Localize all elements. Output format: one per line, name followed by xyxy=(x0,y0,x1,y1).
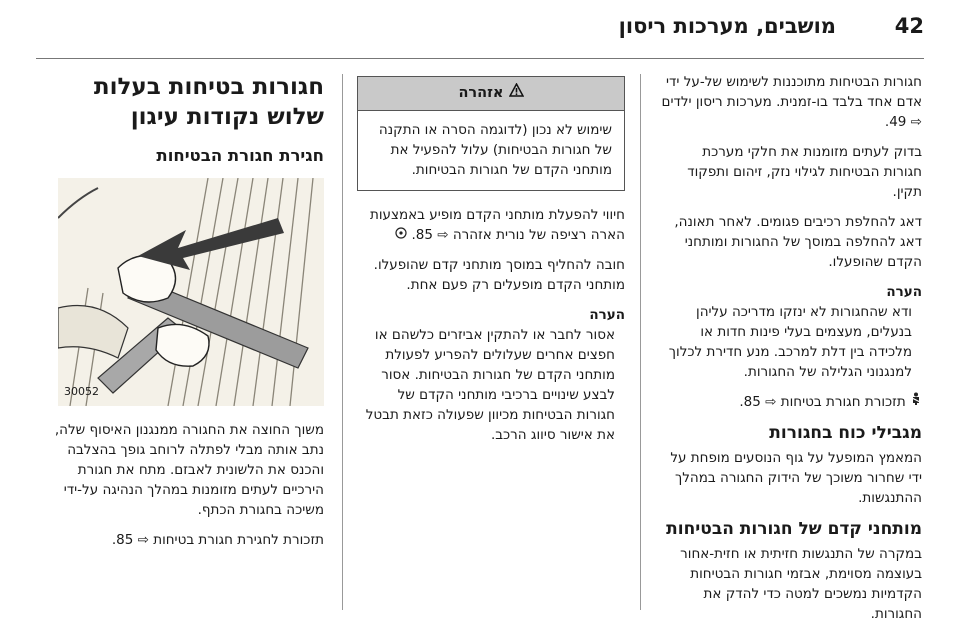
seatbelt-warning-lamp-icon xyxy=(395,227,407,243)
pretensioners-paragraph: במקרה של התנגשות חזיתית או חזית-אחור בעוצמה מסוימת, אבזמי חגורות הבטיחות הקדמיות נמשכים למטה כדי להדק את החגורות. xyxy=(680,546,922,622)
header-divider xyxy=(36,58,924,59)
inspection-paragraph: בדוק לעתים מזומנות את חלקי מערכת חגורות הבטיחות לגילוי נזק, זיהום ותפקוד תקין. xyxy=(687,144,922,200)
pretensioners-heading: מותחני קדם של חגורות הבטיחות xyxy=(666,519,922,539)
warning-triangle-icon xyxy=(503,85,523,101)
note-body: אסור לחבר או להתקין אביזרים כלשהם או חפצים אחרים שעלולים להפריע לפעולת מותחני הקדם של חגורות הבטיחות. אסור לבצע שינויים ברכיבי מותחני הקדם של חגורות הבטיחות מכיוון שפעולה כזאת תבטל את אישור סיווג הרכב. xyxy=(365,327,615,443)
fastening-heading: חגירת חגורת הבטיחות xyxy=(156,146,324,165)
reminder-reference: תזכורת לחגירת חגורת בטיחות ⇨ 85. xyxy=(111,532,324,548)
force-limiters-heading: מגבילי כוח בחגורות xyxy=(769,423,922,443)
note-heading: הערה xyxy=(589,307,625,323)
column-divider-left xyxy=(342,74,343,610)
note-body: ודא שהחגורות לא ינזקו מדריכה עליהן בנעלים, מעצמים בעלי פינות חדות או מלכידה בין דלת למרכב. מנע חדירת לכלוך למנגנוני הגלילה של החגורות. xyxy=(668,304,912,380)
reminder-reference: תזכורת חגורת בטיחות ⇨ 85. xyxy=(660,392,922,412)
replacement-paragraph: דאג להחלפת רכיבים פגומים. לאחר תאונה, דאג להחלפה במוסך של החגורות ומותחני הקדם שהופעלו. xyxy=(674,214,922,270)
three-point-belts-heading: חגורות בטיחות בעלות שלוש נקודות עיגון xyxy=(93,74,324,130)
replace-pretensioner-paragraph: חובה להחליף במוסך מותחני קדם שהופעלו. מותחני הקדם מופעלים רק פעם אחת. xyxy=(373,257,625,293)
fastening-instructions: משוך החוצה את החגורה ממנגנון האיסוף שלה, נתב אותה מבלי לפתלה לרוחב גופך בהצלבה והכנס את הלשונית לאבזם. מתח את חגורת הירכיים לעתים מזומנות במהלך הנהיגה על-ידי משיכה בחגורת הכתף. xyxy=(54,422,324,518)
seatbelt-illustration xyxy=(58,178,324,406)
right-column xyxy=(660,72,922,634)
warning-title: אזהרה xyxy=(458,85,504,101)
warning-box xyxy=(357,76,625,191)
warning-header xyxy=(358,77,624,111)
note-heading: הערה xyxy=(886,284,922,300)
force-limiters-paragraph: המאמץ המופעל על גוף הנוסעים מופחת על ידי שחרור משוכך של הידוק החגורה במהלך ההתנגשות. xyxy=(670,450,922,506)
page-header-title: מושבים, מערכות ריסון xyxy=(618,14,836,38)
indicator-paragraph: חיווי להפעלת מותחני הקדם מופיע באמצעות הארה רציפה של נורית אזהרה ⇨ 85. xyxy=(369,207,625,243)
page-number: 42 xyxy=(894,14,924,38)
seatbelt-drawing xyxy=(58,178,324,406)
seatbelt-reminder-icon xyxy=(906,394,922,410)
column-divider-right xyxy=(640,74,641,610)
seatbelt-usage-paragraph: חגורות הבטיחות מתוכננות לשימוש של-על ידי אדם אחד בלבד בו-זמנית. מערכות ריסון ילדים ⇨ 49. xyxy=(661,74,922,130)
warning-text: שימוש לא נכון (לדוגמה הסרה או התקנה של חגורות הבטיחות) עלול להפעיל את מותחני הקדם של חגורות הבטיחות. xyxy=(378,122,612,178)
figure-code: 30052 xyxy=(64,385,99,398)
left-column xyxy=(34,72,324,560)
middle-column xyxy=(357,76,625,455)
